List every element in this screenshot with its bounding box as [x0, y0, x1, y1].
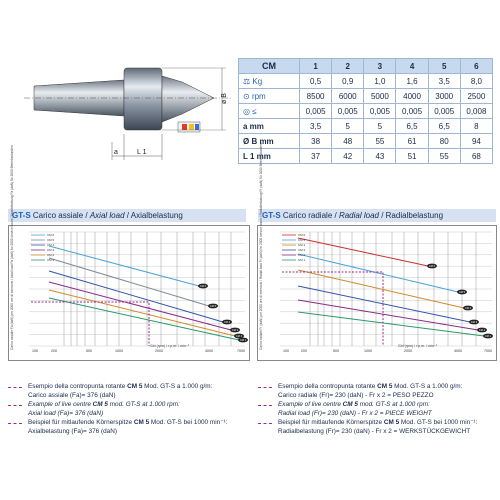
- x-tick-label: 4000: [205, 349, 213, 353]
- radial-header: [258, 209, 496, 222]
- radial-title-en: Radial load: [338, 211, 379, 220]
- legend-tag: CM 1: [298, 258, 306, 262]
- row-unit: ≤: [252, 106, 257, 116]
- row-unit: rpm: [251, 91, 266, 101]
- radial-y-caption: Carico radiale Fr (daN) per 2000 ore di esercizio / Radial load Fr (daN) for 2000 service hours / Radialbelastung Fr (daN) für 2000 Betriebsstunden: [259, 143, 263, 350]
- radial-title-de: / Radialbelastung: [378, 211, 444, 220]
- cell: 6,5: [428, 119, 460, 134]
- cell: 42: [332, 149, 364, 164]
- example-line: [31, 302, 149, 346]
- series-line: [49, 282, 231, 330]
- axial-title-en: Axial load: [89, 211, 125, 220]
- spec-col: 4: [396, 59, 428, 74]
- legend-tag: CM 3: [47, 248, 55, 252]
- cell: 43: [364, 149, 396, 164]
- cell: 3,5: [428, 74, 460, 89]
- cell: 0,005: [396, 104, 428, 119]
- legend-axial-de-2: Axialbelastung (Fa)= 376 (daN): [28, 428, 117, 435]
- series-tag-label: CM 5: [458, 291, 466, 295]
- legend-tag: CM 1: [47, 258, 55, 262]
- series-tag-label: CM 4: [464, 307, 472, 311]
- series-tag-label: CM 3: [231, 329, 239, 333]
- body-shape: [124, 68, 162, 130]
- cell: 5000: [364, 89, 396, 104]
- x-tick-label: 1000: [364, 349, 372, 353]
- x-tick-label: 1000: [115, 349, 123, 353]
- radial-prefix: GT-S: [262, 211, 281, 220]
- x-tick-label: 500: [86, 349, 92, 353]
- cell: 0,9: [332, 74, 364, 89]
- cell: 68: [460, 149, 492, 164]
- legend-tag: CM 6: [298, 233, 306, 237]
- spec-header-label: CM: [239, 59, 300, 74]
- live-centre-drawing: [4, 60, 236, 170]
- spec-col: 1: [300, 59, 332, 74]
- spec-row-rpm: [239, 89, 493, 104]
- axial-chart: [8, 225, 250, 361]
- spec-col: 6: [460, 59, 492, 74]
- cell: 61: [396, 134, 428, 149]
- x-tick-label: 200: [51, 349, 57, 353]
- legend-radial-en-2: Radial load (Fr)= 230 (daN) - Fr x 2 = PIECE WEIGHT: [278, 410, 432, 417]
- axial-title: Carico assiale /: [32, 211, 90, 220]
- cell: 0,5: [300, 74, 332, 89]
- cell: 37: [300, 149, 332, 164]
- cell: 8: [460, 119, 492, 134]
- cell: 6000: [332, 89, 364, 104]
- legend-tag: CM 2: [47, 253, 55, 257]
- cell: 0,008: [460, 104, 492, 119]
- axial-x-caption: Giri (rpm) / r.p.m. / min⁻¹: [150, 344, 190, 348]
- row-unit: Kg: [252, 76, 263, 86]
- spec-row-weight: [239, 74, 493, 89]
- axial-header: [8, 209, 246, 222]
- spec-col: 3: [364, 59, 396, 74]
- cell: 3000: [428, 89, 460, 104]
- row-unit: L 1 mm: [243, 151, 271, 161]
- cell: 55: [364, 134, 396, 149]
- label-l1: L 1: [137, 149, 147, 156]
- x-tick-label: 200: [301, 349, 307, 353]
- series-tag-label: CM 1: [239, 339, 247, 343]
- spec-row-concentricity: [239, 104, 493, 119]
- radial-chart: [257, 225, 497, 361]
- series-tag-label: CM 5: [209, 305, 217, 309]
- row-unit: a mm: [243, 121, 264, 131]
- series-tag-label: CM 6: [428, 265, 436, 269]
- x-tick-label: 500: [333, 349, 339, 353]
- nose-shape: [162, 76, 214, 122]
- cell: 8500: [300, 89, 332, 104]
- legend-radial-it-2: Carico radiale (Fr)= 230 (daN) - Fr x 2 = PESO PEZZO: [278, 392, 434, 399]
- label-a: a: [114, 149, 118, 156]
- cell: 5: [364, 119, 396, 134]
- legend-axial-en-1: Example of live centre CM 5 mod. GT-S at 1.000 rpm:: [28, 401, 180, 408]
- rpm-icon: ⊙: [243, 91, 250, 101]
- legend-tag: CM 2: [298, 253, 306, 257]
- cell: 0,005: [332, 104, 364, 119]
- cell: 55: [428, 149, 460, 164]
- spec-col: 2: [332, 59, 364, 74]
- legend-tag: CM 6: [47, 233, 55, 237]
- cell: 8,0: [460, 74, 492, 89]
- legend-radial-en-1: Example of live centre CM 5 mod. GT-S at 1.000 rpm:: [278, 401, 430, 408]
- cell: 80: [428, 134, 460, 149]
- cell: 38: [300, 134, 332, 149]
- concentricity-icon: ◎: [243, 106, 250, 116]
- x-tick-label: 7000: [484, 349, 492, 353]
- spec-table: [238, 58, 493, 164]
- axial-y-caption: Carico assiale Fa (daN) per 2000 ore di esercizio / Axial load Fa (daN) for 2000 service hours / Axialbelastung Fa (daN) für 2000 Betriebsstunden: [10, 145, 14, 350]
- legend-radial-it-1: Esempio della contropunta rotante CM 5 Mod. GT-S a 1.000 g/m:: [278, 383, 463, 390]
- cell: 94: [460, 134, 492, 149]
- spec-col: 5: [428, 59, 460, 74]
- cell: 0,005: [364, 104, 396, 119]
- legend-axial-it-1: Esempio della contropunta rotante CM 5 Mod. GT-S a 1.000 g/m:: [28, 383, 213, 390]
- legend-tag: CM 5: [47, 238, 55, 242]
- series-tag-label: CM 3: [470, 321, 478, 325]
- cell: 3,5: [300, 119, 332, 134]
- label-b: ø B: [221, 93, 228, 104]
- weight-icon: ⚖: [243, 76, 251, 86]
- legend-axial-en-2: Axial load (Fa)= 376 (daN): [28, 410, 104, 417]
- spec-row-l1: [239, 149, 493, 164]
- x-tick-label: 100: [32, 349, 38, 353]
- axial-prefix: GT-S: [12, 211, 31, 220]
- cell: 51: [396, 149, 428, 164]
- legend-radial-de-2: Radialbelastung (Fr)= 230 (daN) - Fr x 2 = WERKSTÜCKGEWICHT: [278, 428, 471, 435]
- cell: 6,5: [396, 119, 428, 134]
- series-tag-label: CM 2: [235, 335, 243, 339]
- cell: 2500: [460, 89, 492, 104]
- legend-axial-it-2: Carico assiale (Fa)= 376 (daN): [28, 392, 116, 399]
- legend-tag: CM 4: [298, 243, 306, 247]
- x-tick-label: 2000: [404, 349, 412, 353]
- legend-radial-de-1: Beispiel für mitlaufende Körnerspitze CM 5 Mod. GT-S bei 1000 min⁻¹:: [278, 419, 478, 426]
- cell: 1,6: [396, 74, 428, 89]
- x-tick-label: 7000: [237, 349, 245, 353]
- series-tag-label: CM 2: [478, 329, 486, 333]
- legend-tag: CM 3: [298, 248, 306, 252]
- x-tick-label: 100: [283, 349, 289, 353]
- x-tick-label: 2000: [155, 349, 163, 353]
- spec-row-a: [239, 119, 493, 134]
- series-tag-label: CM 4: [223, 321, 231, 325]
- spec-row-b: [239, 134, 493, 149]
- legend-axial-de-1: Beispiel für mitlaufende Körnerspitze CM 5 Mod. GT-S bei 1000 min⁻¹:: [28, 419, 228, 426]
- cell: 1,0: [364, 74, 396, 89]
- series-tag-label: CM 6: [199, 285, 207, 289]
- radial-title: Carico radiale /: [282, 211, 339, 220]
- axial-title-de: / Axialbelastung: [124, 211, 183, 220]
- example-line: [282, 272, 383, 346]
- cell: 0,005: [428, 104, 460, 119]
- cell: 48: [332, 134, 364, 149]
- cell: 0,005: [300, 104, 332, 119]
- row-unit: Ø B mm: [243, 136, 274, 146]
- radial-x-caption: Giri (rpm) / r.p.m. / min⁻¹: [398, 344, 438, 348]
- cell: 4000: [396, 89, 428, 104]
- cell: 5: [332, 119, 364, 134]
- series-line: [298, 238, 428, 266]
- legend-tag: CM 4: [47, 243, 55, 247]
- series-tag-label: CM 1: [484, 335, 492, 339]
- x-tick-label: 4000: [454, 349, 462, 353]
- legend-tag: CM 5: [298, 238, 306, 242]
